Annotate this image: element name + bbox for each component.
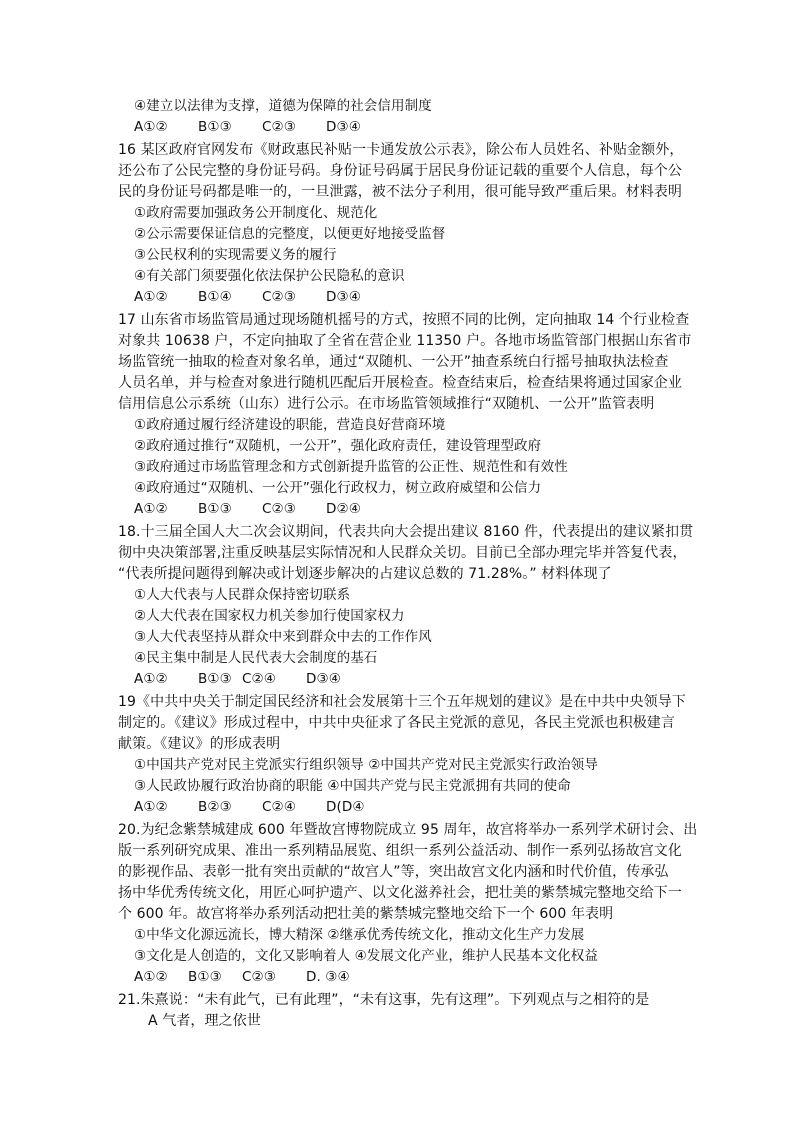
q20-stem-line-4: 扬中华优秀传统文化，用匠心呵护遗产、以文化滋养社会，把壮美的紫禁城完整地交给下一 [118, 885, 682, 901]
q19-options-row-2: ③人民政协履行政治协商的职能 ④中国共产党与民主党派拥有共同的使命 [134, 778, 571, 794]
q15-option-4: ④建立以法律为支撑，道德为保障的社会信用制度 [134, 98, 432, 114]
q21-stem: 21.朱熹说：“未有此气，已有此理”，“未有这事，先有这理”。下列观点与之相符的是 [118, 992, 650, 1008]
q16-option-2: ②公示需要保证信息的完整度，以便更好地接受监督 [134, 226, 446, 242]
q16-stem-line-3: 民的身份证号码都是唯一的，一旦泄露，被不法分子利用，很可能导致严重后果。材料表明 [118, 184, 682, 200]
q16-answers [134, 287, 694, 307]
answer-c: C②④ [242, 671, 276, 687]
answer-b: B①③ [188, 969, 222, 985]
answer-a: A①② [134, 501, 168, 517]
q17-option-2: ②政府通过推行“双随机，一公开”，强化政府责任，建设管理型政府 [134, 438, 542, 454]
q16-option-3: ③公民权利的实现需要义务的履行 [134, 247, 337, 263]
q17-answers [134, 499, 694, 519]
answer-b: B①③ [198, 671, 232, 687]
answer-b: B①④ [198, 289, 232, 305]
q21-option-a: A 气者，理之依世 [148, 1013, 261, 1029]
q17-stem-line-4: 人员名单，并与检查对象进行随机匹配后开展检查。检查结束后，检查结果将通过国家企业 [118, 375, 682, 391]
q18-stem-line-1: 18.十三届全国人大二次会议期间，代表共向大会提出建议 8160 件，代表提出的建议紧扣贯 [118, 524, 694, 540]
answer-b: B②③ [198, 799, 232, 815]
answer-c: C②③ [262, 501, 296, 517]
q20-stem-line-2: 版一系列研究成果、准出一系列精品展览、组织一系列公益活动、制作一系列弘扬故宫文化 [118, 843, 682, 859]
answer-c: C②③ [262, 119, 296, 135]
q20-answers [134, 967, 694, 987]
answer-d: D③④ [326, 289, 361, 305]
q17-option-3: ③政府通过市场监管理念和方式创新提升监管的公正性、规范性和有效性 [134, 459, 568, 475]
q20-options-row-2: ③文化是人创造的，文化又影响着人 ④发展文化产业，维护人民基本文化权益 [134, 948, 598, 964]
q17-stem-line-5: 信用信息公示系统（山东）进行公示。在市场监管领域推行“双随机、一公开”监管表明 [118, 396, 655, 412]
q20-stem-line-3: 的影视作品、表彰一批有突出贡献的“故宫人”等，突出故宫文化内涵和时代价值，传承弘 [118, 864, 669, 880]
q17-stem-line-2: 对象共 10638 户，不定向抽取了全省在营企业 11350 户。各地市场监管部门根据山东省市 [118, 333, 692, 349]
q17-stem-line-3: 场监管统一抽取的检查对象名单，通过“双随机、一公开”抽查系统白行摇号抽取执法检查 [118, 354, 669, 370]
q18-option-1: ①人大代表与人民群众保持密切联系 [134, 587, 351, 603]
answer-b: B①③ [198, 119, 232, 135]
q19-stem-line-2: 制定的。《建议》形成过程中，中共中央征求了各民主党派的意见，各民主党派也积极建言 [118, 715, 675, 731]
answer-a: A①② [134, 799, 168, 815]
q18-option-2: ②人大代表在国家权力机关参加行使国家权力 [134, 608, 405, 624]
q16-option-1: ①政府需要加强政务公开制度化、规范化 [134, 205, 378, 221]
q17-stem-line-1: 17 山东省市场监管局通过现场随机摇号的方式，按照不同的比例，定向抽取 14 个行业检查 [118, 312, 690, 328]
q18-option-3: ③人大代表坚持从群众中来到群众中去的工作作风 [134, 629, 432, 645]
answer-b: B①③ [198, 501, 232, 517]
answer-c: C②③ [262, 289, 296, 305]
q19-options-row-1: ①中国共产党对民主党派实行组织领导 ②中国共产党对民主党派实行政治领导 [134, 757, 598, 773]
answer-a: A①② [134, 289, 168, 305]
answer-d: D③④ [326, 119, 361, 135]
q19-answers [134, 797, 694, 817]
q18-answers [134, 669, 694, 689]
answer-d: D②④ [326, 501, 361, 517]
q19-stem-line-3: 献策。《建议》的形成表明 [118, 736, 281, 752]
q17-option-1: ①政府通过履行经济建设的职能，营造良好营商环境 [134, 417, 446, 433]
q20-options-row-1: ①中华文化源远流长，博大精深 ②继承优秀传统文化，推动文化生产力发展 [134, 927, 585, 943]
q15-answers [134, 117, 694, 137]
q20-stem-line-1: 20.为纪念紫禁城建成 600 年暨故宫博物院成立 95 周年，故宫将举办一系列学术研讨会、出 [118, 822, 698, 838]
answer-c: C②③ [242, 969, 276, 985]
answer-a: A①② [134, 671, 168, 687]
q18-stem-line-2: 彻中央决策部署,注重反映基层实际情况和人民群众关切。目前已全部办理完毕并答复代表， [118, 545, 687, 561]
q19-stem-line-1: 19《中共中央关于制定国民经济和社会发展第十三个五年规划的建议》是在中共中央领导下 [118, 694, 686, 710]
q20-stem-line-5: 个 600 年。故宫将举办系列活动把壮美的紫禁城完整地交给下一个 600 年表明 [118, 906, 614, 922]
answer-d: D. ③④ [306, 969, 350, 985]
answer-a: A①② [134, 119, 168, 135]
answer-a: A①② [134, 969, 168, 985]
answer-d: D(D④ [326, 799, 365, 815]
q16-option-4: ④有关部门须要强化依法保护公民隐私的意识 [134, 268, 405, 284]
answer-c: C②④ [262, 799, 296, 815]
q16-stem-line-2: 还公布了公民完整的身份证号码。身份证号码属于居民身份证记载的重要个人信息，每个公 [118, 163, 682, 179]
q17-option-4: ④政府通过“双随机、一公开”强化行政权力，树立政府威望和公信力 [134, 480, 542, 496]
q16-stem-line-1: 16 某区政府官网发布《财政惠民补贴一卡通发放公示表》，除公布人员姓名、补贴金额外， [118, 142, 684, 158]
q18-option-4: ④民主集中制是人民代表大会制度的基石 [134, 650, 378, 666]
answer-d: D③④ [306, 671, 341, 687]
q18-stem-line-3: “代表所提问题得到解决或计划逐步解决的占建议总数的 71.28%。” 材料体现了 [118, 566, 612, 582]
